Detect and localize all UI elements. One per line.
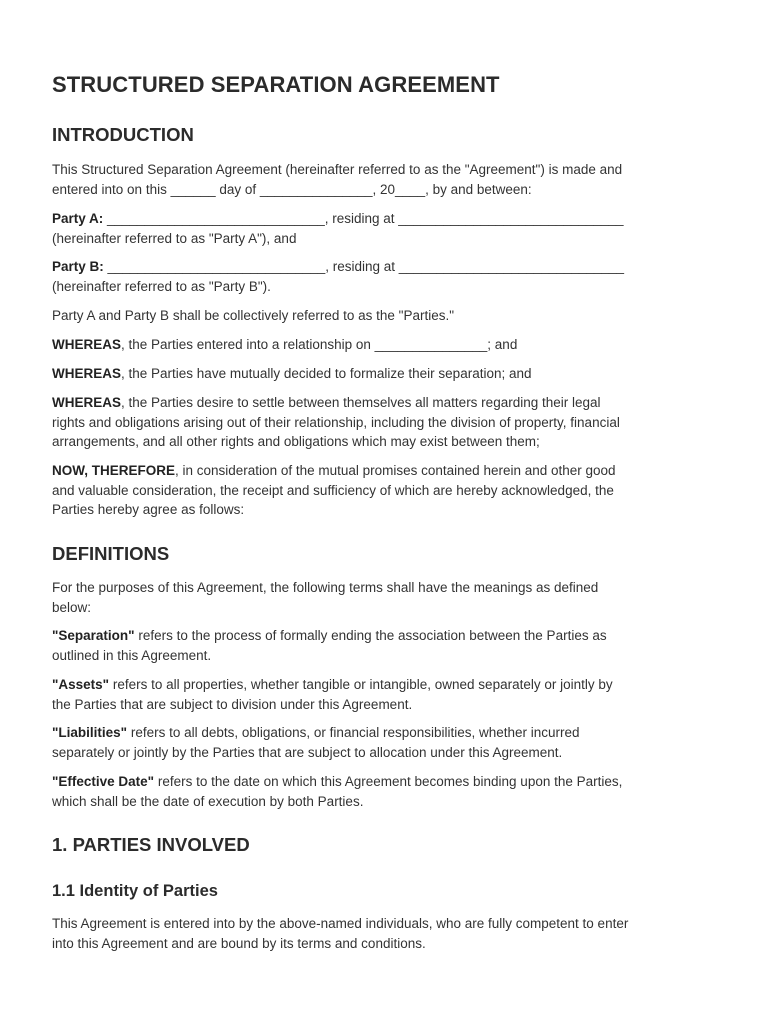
text-line [52, 335, 722, 355]
text-line: Party A and Party B shall be collectively referred to as the "Parties." [52, 308, 455, 323]
section-1-heading: 1. PARTIES INVOLVED [52, 834, 250, 855]
text-line [52, 675, 722, 695]
text-line: This Agreement is entered into by the above-named individuals, who are fully competent to enter [52, 916, 629, 931]
whereas-2-paragraph [52, 364, 722, 384]
text-line: entered into on this ______ day of _______________, 20____, by and between: [52, 181, 532, 197]
text-line [52, 772, 722, 792]
definition-term: "Effective Date" [52, 774, 155, 789]
text-line: For the purposes of this Agreement, the following terms shall have the meanings as defined [52, 580, 599, 595]
now-therefore-label: NOW, THEREFORE [52, 463, 176, 478]
definition-text: refers to the date on which this Agreement becomes binding upon the Parties, [154, 774, 623, 789]
text-line [52, 461, 722, 481]
text-line: rights and obligations arising out of their relationship, including the division of property, financial [52, 414, 620, 430]
text-line: and valuable consideration, the receipt and sufficiency of which are hereby acknowledged, the [52, 482, 614, 498]
text-line: below: [52, 599, 92, 615]
text-line: separately or jointly by the Parties that are subject to allocation under this Agreement. [52, 744, 563, 760]
definition-term: "Separation" [52, 628, 135, 643]
definition-term: "Liabilities" [52, 725, 128, 740]
party-b-paragraph [52, 257, 722, 296]
section-1-1-paragraph [52, 914, 722, 953]
text-line: This Structured Separation Agreement (hereinafter referred to as the "Agreement") is made and [52, 162, 623, 177]
text-line: outlined in this Agreement. [52, 647, 212, 663]
whereas-2-text: , the Parties have mutually decided to formalize their separation; and [121, 366, 532, 381]
definition-text: refers to all debts, obligations, or financial responsibilities, whether incurred [127, 725, 580, 740]
document-title: STRUCTURED SEPARATION AGREEMENT [52, 72, 500, 97]
whereas-label: WHEREAS [52, 337, 122, 352]
text-line: (hereinafter referred to as "Party B"). [52, 278, 271, 294]
definition-text: refers to all properties, whether tangible or intangible, owned separately or jointly by [109, 677, 613, 692]
text-line: into this Agreement and are bound by its terms and conditions. [52, 935, 426, 951]
whereas-1-text: , the Parties entered into a relationship on _______________; and [121, 337, 518, 352]
definition-liabilities [52, 723, 722, 762]
introduction-heading: INTRODUCTION [52, 124, 194, 145]
definition-text: refers to the process of formally ending the association between the Parties as [134, 628, 607, 643]
whereas-3-paragraph [52, 393, 722, 452]
text-line [52, 209, 722, 229]
whereas-3-text: , the Parties desire to settle between themselves all matters regarding their legal [121, 395, 601, 410]
text-line [52, 364, 722, 384]
now-therefore-text: , in consideration of the mutual promises contained herein and other good [175, 463, 616, 478]
whereas-label: WHEREAS [52, 366, 122, 381]
party-a-blank-fields: _____________________________, residing at ______________________________ [103, 211, 624, 226]
whereas-label: WHEREAS [52, 395, 122, 410]
text-line: arrangements, and all other rights and obligations which may exist between them; [52, 434, 540, 449]
definitions-intro-paragraph [52, 578, 722, 617]
text-line: the Parties that are subject to division under this Agreement. [52, 696, 413, 712]
text-line [52, 626, 722, 646]
text-line [52, 393, 722, 413]
text-line [52, 723, 722, 743]
text-line: Parties hereby agree as follows: [52, 502, 245, 517]
whereas-1-paragraph [52, 335, 722, 355]
text-line [52, 257, 722, 277]
text-line: which shall be the date of execution by both Parties. [52, 793, 364, 809]
definition-separation [52, 626, 722, 665]
parties-collective-paragraph [52, 306, 722, 326]
party-a-paragraph [52, 209, 722, 248]
introduction-paragraph [52, 160, 722, 199]
party-a-label: Party A: [52, 211, 104, 226]
text-line: (hereinafter referred to as "Party A"), and [52, 230, 297, 246]
definitions-heading: DEFINITIONS [52, 543, 170, 564]
now-therefore-paragraph [52, 461, 722, 520]
party-b-label: Party B: [52, 259, 104, 274]
party-b-blank-fields: _____________________________, residing at ______________________________ [103, 259, 625, 274]
definition-assets [52, 675, 722, 714]
section-1-1-heading: 1.1 Identity of Parties [52, 882, 218, 900]
definition-effective-date [52, 772, 722, 811]
definition-term: "Assets" [52, 677, 110, 692]
